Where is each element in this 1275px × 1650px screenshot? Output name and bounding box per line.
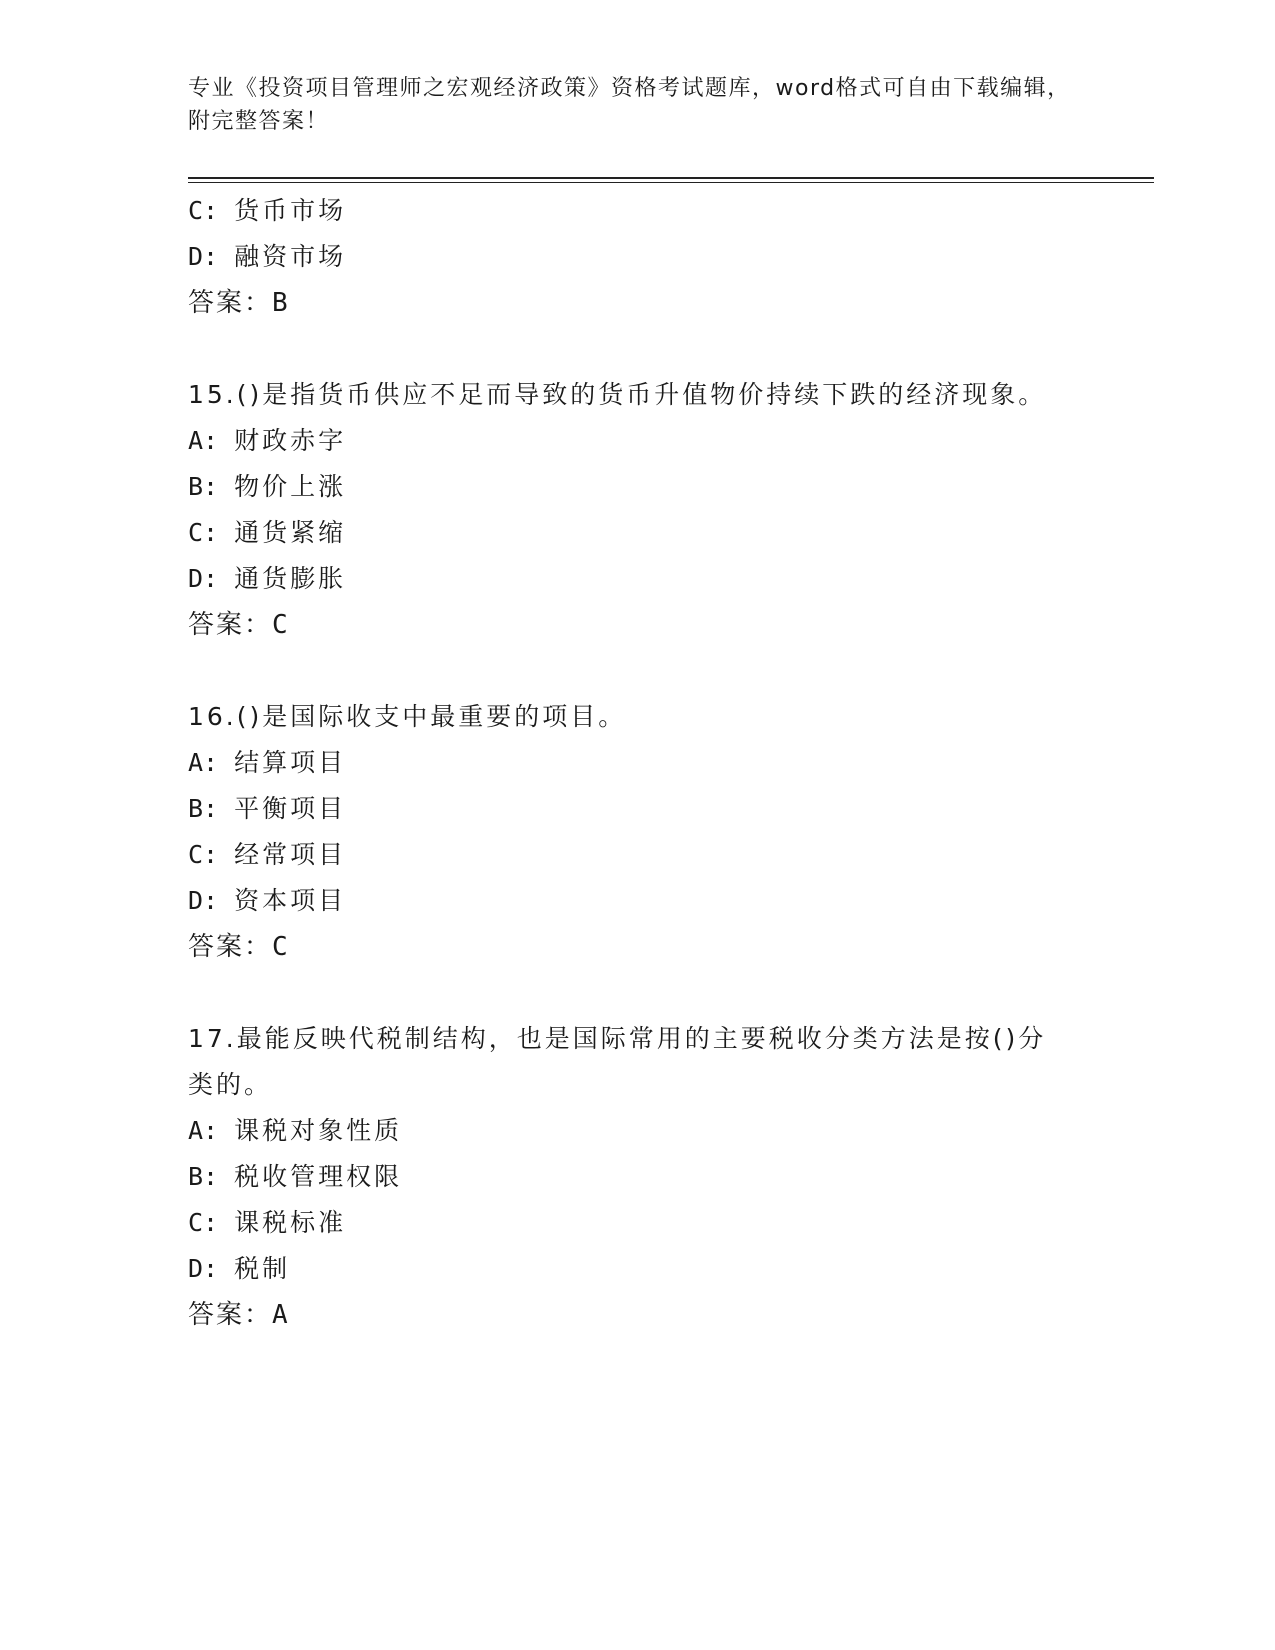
question-stem: 15.()是指货币供应不足而导致的货币升值物价持续下跌的经济现象。 xyxy=(188,380,1047,409)
answer-label: 答案： xyxy=(188,288,273,318)
question-stem: 17.最能反映代税制结构，也是国际常用的主要税收分类方法是按()分类的。 xyxy=(188,1024,1047,1099)
option-text: 税收管理权限 xyxy=(234,1162,403,1191)
option-key: B: xyxy=(188,1162,219,1191)
option-key: C: xyxy=(188,518,219,547)
option-line xyxy=(188,418,1088,464)
document-header: 专业《投资项目管理师之宏观经济政策》资格考试题库，word格式可自由下载编辑，附完整答案！ xyxy=(188,76,1071,134)
answer-line xyxy=(188,602,1088,648)
option-text: 财政赤字 xyxy=(234,426,347,455)
option-line xyxy=(188,878,1088,924)
header-rule-thin xyxy=(188,182,1154,183)
spacer xyxy=(188,326,1088,372)
option-text: 结算项目 xyxy=(234,748,347,777)
option-line xyxy=(188,1246,1088,1292)
option-text: 平衡项目 xyxy=(234,794,347,823)
option-key: B: xyxy=(188,472,219,501)
answer-line xyxy=(188,924,1088,970)
option-line xyxy=(188,832,1088,878)
question-stem: 16.()是国际收支中最重要的项目。 xyxy=(188,702,627,731)
option-key: D: xyxy=(188,886,219,915)
option-key: D: xyxy=(188,1254,219,1283)
answer-line xyxy=(188,1292,1088,1338)
option-text: 通货膨胀 xyxy=(234,564,347,593)
option-key: C: xyxy=(188,196,219,225)
option-key: C: xyxy=(188,1208,219,1237)
option-line xyxy=(188,234,1088,280)
answer-label: 答案： xyxy=(188,932,273,962)
header-rule-thick xyxy=(188,177,1154,179)
answer-line xyxy=(188,280,1088,326)
option-line xyxy=(188,1200,1088,1246)
option-line xyxy=(188,1154,1088,1200)
option-text: 税制 xyxy=(234,1254,291,1283)
option-text: 课税对象性质 xyxy=(234,1116,403,1145)
option-key: A: xyxy=(188,748,219,777)
option-line xyxy=(188,188,1088,234)
option-line xyxy=(188,464,1088,510)
option-text: 经常项目 xyxy=(234,840,347,869)
option-key: A: xyxy=(188,1116,219,1145)
option-text: 通货紧缩 xyxy=(234,518,347,547)
option-key: B: xyxy=(188,794,219,823)
option-line xyxy=(188,556,1088,602)
option-key: D: xyxy=(188,564,219,593)
option-key: A: xyxy=(188,426,219,455)
option-text: 资本项目 xyxy=(234,886,347,915)
answer-value: A xyxy=(272,1300,290,1330)
question-content xyxy=(188,188,1088,1338)
option-text: 融资市场 xyxy=(234,242,347,271)
answer-label: 答案： xyxy=(188,1300,273,1330)
option-text: 货币市场 xyxy=(234,196,347,225)
option-line xyxy=(188,740,1088,786)
spacer xyxy=(188,970,1088,1016)
spacer xyxy=(188,648,1088,694)
option-line xyxy=(188,510,1088,556)
option-key: D: xyxy=(188,242,219,271)
answer-value: C xyxy=(272,610,290,640)
option-text: 课税标准 xyxy=(234,1208,347,1237)
answer-value: B xyxy=(272,288,290,318)
option-text: 物价上涨 xyxy=(234,472,347,501)
option-line xyxy=(188,786,1088,832)
answer-label: 答案： xyxy=(188,610,273,640)
option-key: C: xyxy=(188,840,219,869)
option-line xyxy=(188,1108,1088,1154)
answer-value: C xyxy=(272,932,290,962)
